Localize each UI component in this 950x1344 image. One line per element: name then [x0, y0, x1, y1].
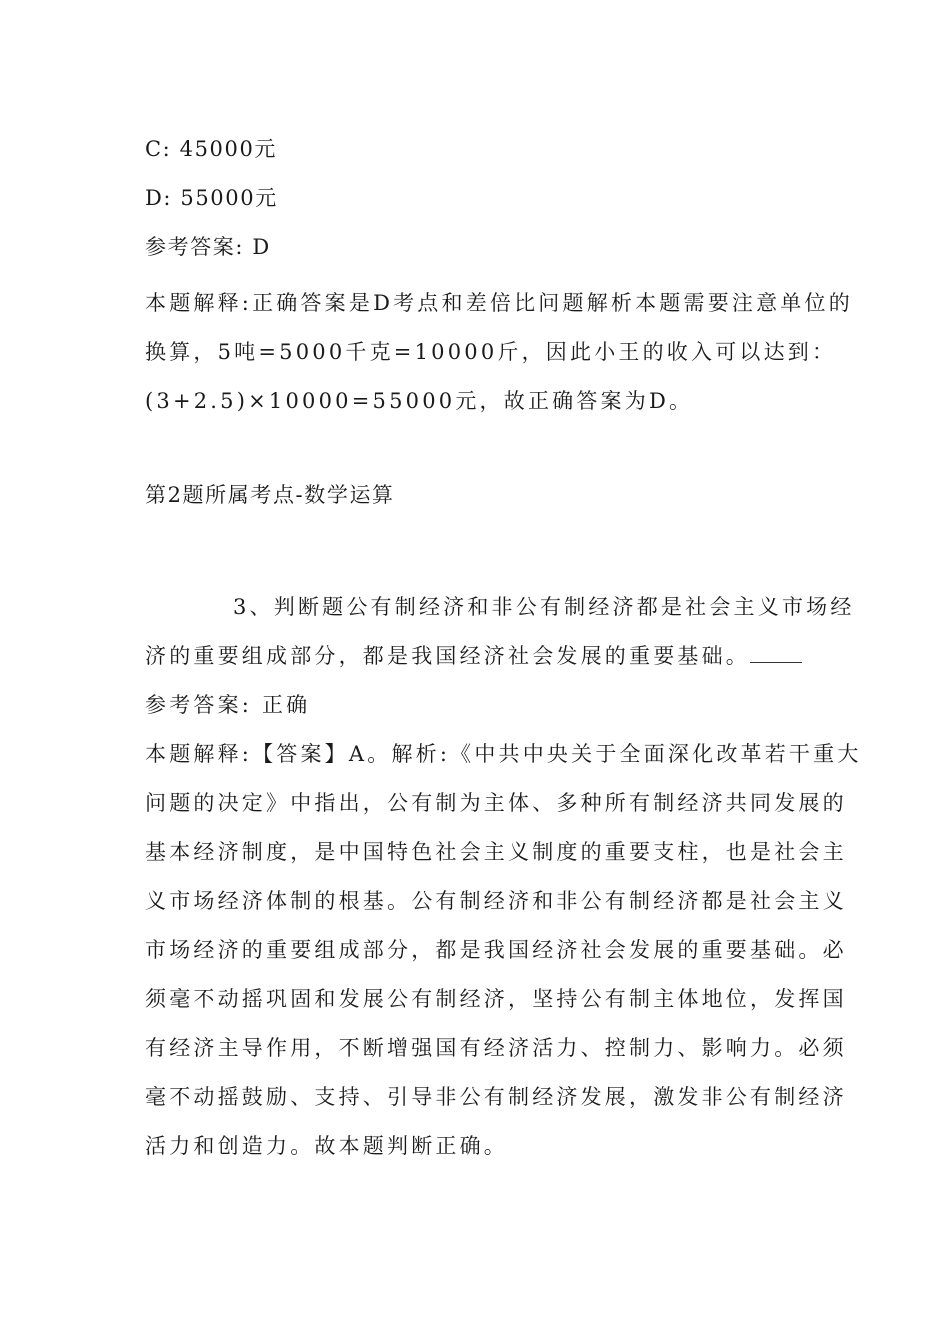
q3-answer: 参考答案: 正确 [145, 693, 311, 717]
q3-explanation-line: 本题解释:【答案】A。解析:《中共中央关于全面深化改革若干重大 [145, 742, 862, 766]
q3-explanation-line: 毫不动摇鼓励、支持、引导非公有制经济发展，激发非公有制经济 [145, 1085, 847, 1109]
q3-explanation-line: 基本经济制度，是中国特色社会主义制度的重要支柱，也是社会主 [145, 840, 847, 864]
q3-explanation-line: 须毫不动摇巩固和发展公有制经济，坚持公有制主体地位，发挥国 [145, 987, 847, 1011]
q2-explanation-line: 换算，5吨=5000千克=10000斤，因此小王的收入可以达到： [145, 340, 837, 364]
q2-explanation-line: 本题解释:正确答案是D考点和差倍比问题解析本题需要注意单位的 [145, 291, 853, 315]
option-c: C: 45000元 [145, 137, 278, 161]
document-page [145, 132, 862, 1171]
q3-explanation-line: 问题的决定》中指出，公有制为主体、多种所有制经济共同发展的 [145, 791, 847, 815]
q3-explanation [145, 730, 862, 1171]
q3-explanation-line: 市场经济的重要组成部分，都是我国经济社会发展的重要基础。必 [145, 938, 847, 962]
q3-explanation-line: 义市场经济体制的根基。公有制经济和非公有制经济都是社会主义 [145, 889, 847, 913]
q3-question [145, 583, 855, 681]
option-d: D: 55000元 [145, 186, 278, 210]
q3-question-line [145, 632, 810, 681]
q2-answer: 参考答案: D [145, 235, 271, 259]
q2-explanation [145, 279, 853, 426]
answer-blank [750, 642, 802, 663]
q3-question-line: 3、判断题公有制经济和非公有制经济都是社会主义市场经 [233, 595, 855, 619]
q3-answer-block [145, 681, 810, 730]
q3-question-text: 济的重要组成部分，都是我国经济社会发展的重要基础。 [145, 644, 750, 668]
q3-explanation-line: 有经济主导作用，不断增强国有经济活力、控制力、影响力。必须 [145, 1036, 847, 1060]
q2-topic: 第2题所属考点-数学运算 [145, 483, 395, 507]
q2-explanation-line: (3+2.5)×10000=55000元，故正确答案为D。 [145, 389, 694, 413]
q3-explanation-line: 活力和创造力。故本题判断正确。 [145, 1134, 508, 1158]
